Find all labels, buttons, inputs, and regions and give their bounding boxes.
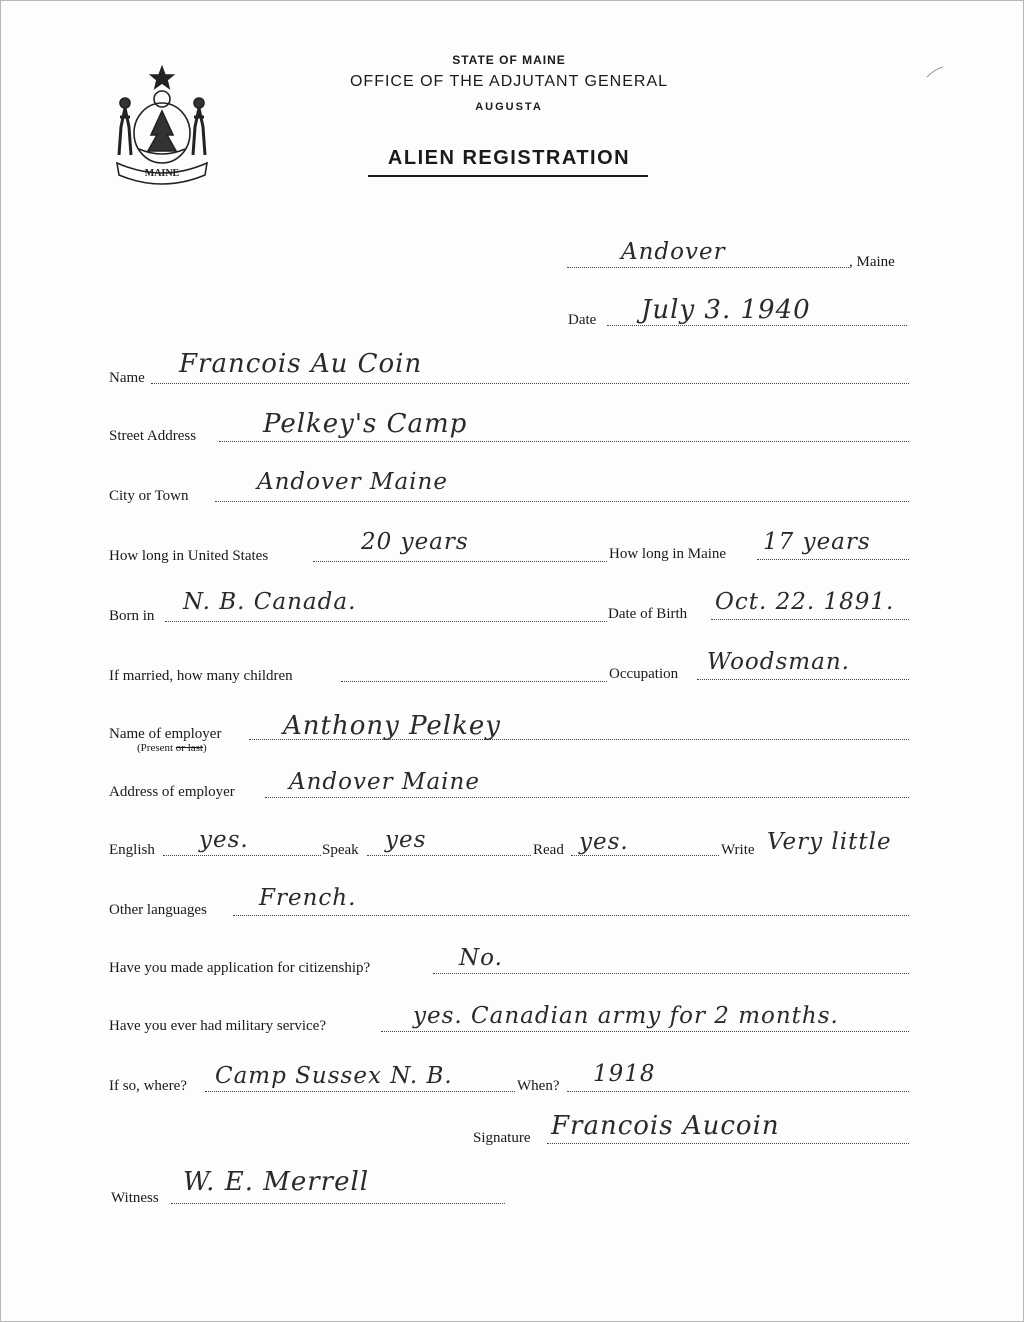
name-line	[151, 383, 909, 384]
employer-sub-struck: or last	[175, 742, 203, 754]
occupation-value: Woodsman.	[707, 649, 850, 675]
read-line	[571, 855, 719, 856]
other-languages-value: French.	[259, 885, 357, 911]
signature-line	[547, 1143, 909, 1144]
employer-sub-present: (Present	[137, 742, 176, 754]
military-label: Have you ever had military service?	[109, 1018, 326, 1034]
seal-banner-text: MAINE	[144, 168, 180, 179]
born-in-value: N. B. Canada.	[183, 589, 357, 615]
dob-label: Date of Birth	[608, 606, 688, 622]
speak-line	[367, 855, 531, 856]
how-long-maine-line	[757, 559, 909, 560]
dob-line	[711, 619, 909, 620]
witness-value: W. E. Merrell	[183, 1167, 370, 1197]
when-label: When?	[517, 1078, 560, 1094]
military-line	[381, 1031, 909, 1032]
witness-label: Witness	[111, 1190, 159, 1206]
children-label: If married, how many children	[109, 668, 293, 684]
form-title: ALIEN REGISTRATION	[387, 147, 631, 169]
title-underline	[368, 175, 648, 177]
children-line	[341, 681, 607, 682]
street-value: Pelkey's Camp	[263, 409, 468, 439]
citizenship-label: Have you made application for citizenship?	[109, 960, 371, 976]
how-long-us-value: 20 years	[361, 529, 469, 555]
city-label: City or Town	[109, 488, 189, 504]
when-value: 1918	[593, 1061, 656, 1087]
header-office: OFFICE OF THE ADJUTANT GENERAL	[349, 73, 669, 90]
write-label: Write	[721, 842, 755, 858]
speak-value: yes	[385, 827, 427, 853]
name-label: Name	[109, 370, 145, 386]
witness-line	[171, 1203, 505, 1204]
english-value: yes.	[199, 827, 249, 853]
speak-label: Speak	[322, 842, 359, 858]
where-line	[205, 1091, 515, 1092]
employer-address-label: Address of employer	[109, 784, 235, 800]
date-line	[607, 325, 907, 326]
employer-value: Anthony Pelkey	[283, 711, 501, 741]
street-label: Street Address	[109, 428, 197, 444]
employer-address-line	[265, 797, 909, 798]
city-line	[215, 501, 909, 502]
where-value: Camp Sussex N. B.	[215, 1063, 453, 1089]
employer-sub-label	[137, 743, 207, 754]
occupation-label: Occupation	[609, 666, 679, 682]
born-in-label: Born in	[109, 608, 155, 624]
name-value: Francois Au Coin	[179, 349, 423, 379]
stray-pen-mark	[925, 65, 945, 81]
town-line	[567, 267, 849, 268]
how-long-us-line	[313, 561, 607, 562]
citizenship-line	[433, 973, 909, 974]
maine-suffix-label: , Maine	[849, 254, 895, 270]
occupation-line	[697, 679, 909, 680]
how-long-us-label: How long in United States	[109, 548, 269, 564]
write-value: Very little	[767, 829, 892, 855]
read-value: yes.	[579, 829, 629, 855]
other-languages-line	[233, 915, 909, 916]
street-line	[219, 441, 909, 442]
other-languages-label: Other languages	[109, 902, 207, 918]
city-value: Andover Maine	[257, 469, 448, 495]
employer-sub-end: )	[203, 742, 207, 754]
signature-label: Signature	[473, 1130, 531, 1146]
when-line	[567, 1091, 909, 1092]
how-long-maine-value: 17 years	[763, 529, 871, 555]
english-label: English	[109, 842, 155, 858]
header-city: AUGUSTA	[475, 101, 543, 113]
citizenship-value: No.	[459, 945, 503, 971]
english-line	[163, 855, 321, 856]
signature-value: Francois Aucoin	[551, 1111, 780, 1141]
how-long-maine-label: How long in Maine	[609, 546, 727, 562]
military-value: yes. Canadian army for 2 months.	[413, 1003, 839, 1029]
dob-value: Oct. 22. 1891.	[715, 589, 895, 615]
town-value: Andover	[621, 239, 726, 265]
employer-label: Name of employer	[109, 726, 222, 742]
employer-address-value: Andover Maine	[289, 769, 480, 795]
where-label: If so, where?	[109, 1078, 187, 1094]
date-label: Date	[568, 312, 597, 328]
date-value: July 3. 1940	[641, 295, 811, 325]
read-label: Read	[533, 842, 564, 858]
born-in-line	[165, 621, 607, 622]
header-state: STATE OF MAINE	[452, 53, 566, 67]
